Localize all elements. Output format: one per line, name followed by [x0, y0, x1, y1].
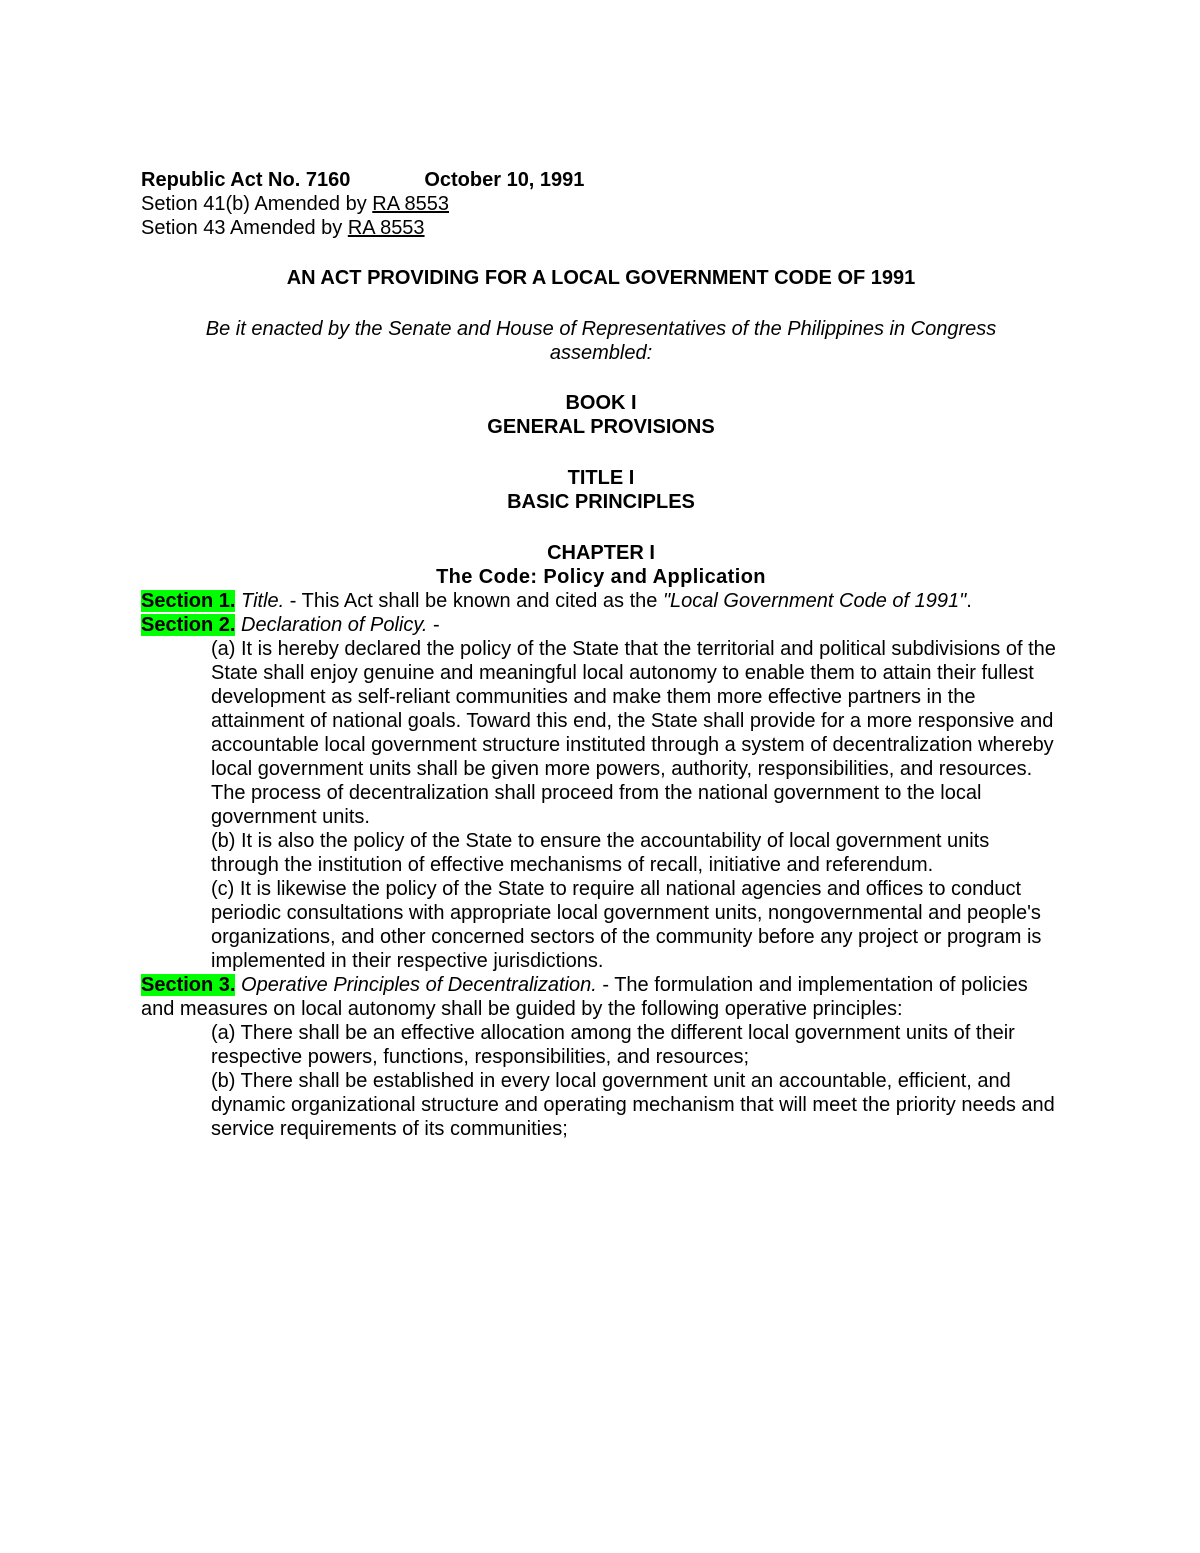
amendment-text: Setion 41(b) Amended by — [141, 193, 373, 215]
cited-name: "Local Government Code of 1991" — [662, 590, 967, 612]
section-text: - This Act shall be known and cited as the — [284, 590, 663, 612]
section-3-paragraph-a: (a) There shall be an effective allocation among the different local government units of their respective powers, functions, responsibilities, and resources; — [211, 1022, 1015, 1068]
amendment-note-1 — [141, 192, 1061, 216]
section-heading: Operative Principles of Decentralization. — [241, 974, 597, 996]
section-text: - The formulation and implementation of policies and measures on local autonomy shall be guided by the following operative principles: — [141, 974, 1028, 1020]
enacting-clause: Be it enacted by the Senate and House of Representatives of the Philippines in Congress assembled: — [205, 318, 997, 364]
amendment-note-2 — [141, 216, 1061, 240]
amendment-link-ra-8553[interactable]: RA 8553 — [372, 193, 449, 215]
amendment-text: Setion 43 Amended by — [141, 217, 348, 239]
amendment-link-ra-8553[interactable]: RA 8553 — [347, 217, 425, 239]
section-2 — [141, 613, 1061, 637]
act-date: October 10, 1991 — [424, 169, 585, 191]
section-3 — [141, 973, 1061, 1021]
section-1 — [141, 589, 1061, 613]
section-3-paragraph-b: (b) There shall be established in every local government unit an accountable, efficient, and dynamic organizational structure and operating mechanism that will meet the priority needs and service requirements of its communities; — [211, 1070, 1055, 1140]
title-number: TITLE I — [567, 467, 635, 489]
section-2-paragraph-b: (b) It is also the policy of the State to ensure the accountability of local government units through the institution of effective mechanisms of recall, initiative and referendum. — [211, 830, 990, 876]
act-title: AN ACT PROVIDING FOR A LOCAL GOVERNMENT CODE OF 1991 — [286, 267, 916, 289]
section-label: Section 1. — [141, 590, 236, 612]
book-name: GENERAL PROVISIONS — [487, 416, 715, 438]
chapter-name: The Code: Policy and Application — [436, 566, 766, 588]
document-page — [141, 168, 1061, 1141]
section-2-paragraph-c: (c) It is likewise the policy of the State to require all national agencies and offices to conduct periodic consultations with appropriate local government units, nongovernmental and people's organizations, and other concerned sectors of the community before any project or program is implemented in their respective jurisdictions. — [211, 878, 1042, 972]
section-2-paragraph-a: (a) It is hereby declared the policy of the State that the territorial and political subdivisions of the State shall enjoy genuine and meaningful local autonomy to enable them to attain their fullest development as self-reliant communities and make them more effective partners in the attainment of national goals. Toward this end, the State shall provide for a more responsive and accountable local government structure instituted through a system of decentralization whereby local government units shall be given more powers, authority, responsibilities, and resources. The process of decentralization shall proceed from the national government to the local government units. — [211, 638, 1056, 828]
title-name: BASIC PRINCIPLES — [507, 491, 695, 513]
section-label: Section 2. — [141, 614, 236, 636]
act-number: Republic Act No. 7160 — [141, 169, 351, 191]
book-number: BOOK I — [565, 392, 637, 414]
act-header — [141, 168, 1061, 192]
chapter-number: CHAPTER I — [547, 542, 655, 564]
section-text-end: . — [966, 590, 972, 612]
section-dash: - — [427, 614, 440, 636]
section-heading: Title. — [241, 590, 285, 612]
section-heading: Declaration of Policy. — [241, 614, 428, 636]
section-label: Section 3. — [141, 974, 236, 996]
